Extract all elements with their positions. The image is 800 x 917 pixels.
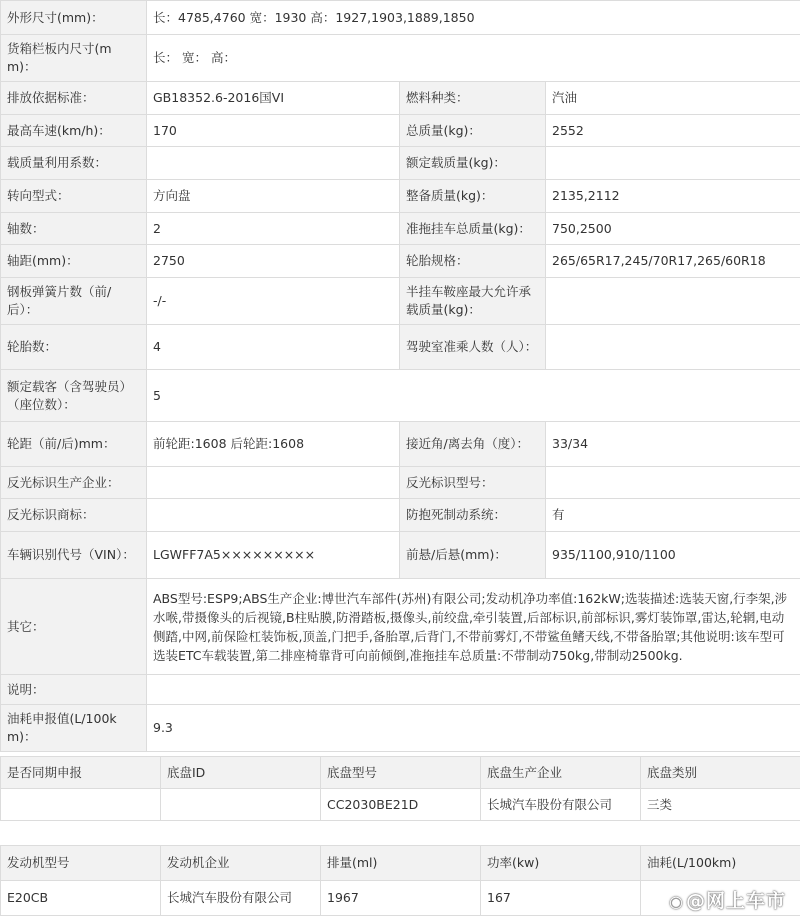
steering-label: 转向型式： [1, 180, 147, 213]
spec-row-axles [1, 213, 800, 245]
leaf-springs-label: 钢板弹簧片数（前/后）： [1, 278, 147, 325]
chassis-data-row [1, 789, 800, 821]
notes-label: 说明： [1, 675, 147, 705]
spec-row-vin [1, 532, 800, 579]
trailer-mass-label: 准拖挂车总质量(kg)： [400, 213, 546, 245]
vin-value: LGWFF7A5××××××××× [147, 532, 400, 579]
spec-row-steering [1, 180, 800, 213]
spec-row-passengers [1, 370, 800, 422]
reflector-brand-label: 反光标识商标： [1, 499, 147, 532]
fuel-type-label: 燃料种类： [400, 82, 546, 115]
passengers-label: 额定载客（含驾驶员）（座位数）： [1, 370, 147, 422]
leaf-springs-value: -/- [147, 278, 400, 325]
overhang-value: 935/1100,910/1100 [546, 532, 800, 579]
spec-row-dimensions [1, 1, 800, 35]
notes-value [147, 675, 800, 705]
chassis-header-cell: 底盘型号 [321, 757, 481, 789]
tire-count-value: 4 [147, 325, 400, 370]
track-label: 轮距（前/后)mm： [1, 422, 147, 467]
fuel-type-value: 汽油 [546, 82, 800, 115]
chassis-header-row [1, 757, 800, 789]
dimensions-label: 外形尺寸(mm)： [1, 1, 147, 35]
engine-cell: 1967 [321, 881, 481, 916]
engine-header-cell: 油耗(L/100km) [641, 846, 800, 881]
tires-value: 265/65R17,245/70R17,265/60R18 [546, 245, 800, 278]
chassis-table [0, 756, 800, 821]
reflector-brand-value [147, 499, 400, 532]
fuel-consumption-label: 油耗申报值(L/100km)： [1, 705, 147, 752]
curb-mass-label: 整备质量(kg)： [400, 180, 546, 213]
tire-count-label: 轮胎数： [1, 325, 147, 370]
spec-row-brand-abs [1, 499, 800, 532]
spec-row-track [1, 422, 800, 467]
spec-row-emission [1, 82, 800, 115]
spec-row-wheelbase [1, 245, 800, 278]
rated-load-label: 额定载质量(kg)： [400, 147, 546, 180]
emission-label: 排放依据标准： [1, 82, 147, 115]
axles-label: 轴数： [1, 213, 147, 245]
spec-row-reflector [1, 467, 800, 499]
load-util-label: 载质量利用系数： [1, 147, 147, 180]
spec-row-load [1, 147, 800, 180]
reflector-mfr-value [147, 467, 400, 499]
vin-label: 车辆识别代号（VIN）： [1, 532, 147, 579]
curb-mass-value: 2135,2112 [546, 180, 800, 213]
engine-header-cell: 发动机企业 [161, 846, 321, 881]
engine-header-row [1, 846, 800, 881]
spec-row-cargo-box [1, 35, 800, 82]
chassis-cell: 三类 [641, 789, 800, 821]
wheelbase-value: 2750 [147, 245, 400, 278]
rated-load-value [546, 147, 800, 180]
chassis-cell: 长城汽车股份有限公司 [481, 789, 641, 821]
reflector-model-value [546, 467, 800, 499]
spec-row-other [1, 579, 800, 675]
emission-value: GB18352.6-2016国VI [147, 82, 400, 115]
track-value: 前轮距:1608 后轮距:1608 [147, 422, 400, 467]
cargo-box-value: 长： 宽： 高： [147, 35, 800, 82]
chassis-header-cell: 底盘类别 [641, 757, 800, 789]
engine-cell: 长城汽车股份有限公司 [161, 881, 321, 916]
chassis-header-cell: 底盘ID [161, 757, 321, 789]
gross-mass-label: 总质量(kg)： [400, 115, 546, 147]
max-speed-label: 最高车速(km/h)： [1, 115, 147, 147]
reflector-model-label: 反光标识型号： [400, 467, 546, 499]
fuel-consumption-value: 9.3 [147, 705, 800, 752]
cargo-box-label: 货箱栏板内尺寸(mm)： [1, 35, 147, 82]
spec-row-springs [1, 278, 800, 325]
passengers-value: 5 [147, 370, 800, 422]
chassis-header-cell: 是否同期申报 [1, 757, 161, 789]
spec-row-notes [1, 675, 800, 705]
chassis-header-cell: 底盘生产企业 [481, 757, 641, 789]
trailer-mass-value: 750,2500 [546, 213, 800, 245]
engine-cell: E20CB [1, 881, 161, 916]
angles-label: 接近角/离去角（度）： [400, 422, 546, 467]
gross-mass-value: 2552 [546, 115, 800, 147]
engine-header-cell: 功率(kw) [481, 846, 641, 881]
wheelbase-label: 轴距(mm)： [1, 245, 147, 278]
weibo-icon: ◉ [669, 892, 684, 911]
other-value: ABS型号:ESP9;ABS生产企业:博世汽车部件(苏州)有限公司;发动机净功率值:162kW;选装描述:选装天窗,行李架,涉水喉,带摄像头的后视镜,B柱贴膜,防滑踏板,摄像头,前绞盘,牵引装置,后部标识,前部标识,雾灯装饰罩,雷达,轮辋,电动侧踏,中网,前保险杠装饰板,顶盖,门把手,备胎罩,后背门,不带前雾灯,不带鲨鱼鳍天线,不带备胎罩;其他说明:该车型可选装ETC车载装置,第二排座椅靠背可向前倾倒,准拖挂车总质量:不带制动750kg,带制动2500kg. [147, 579, 800, 675]
watermark-text: @网上车市 [685, 890, 786, 912]
other-label: 其它： [1, 579, 147, 675]
engine-header-cell: 发动机型号 [1, 846, 161, 881]
spec-row-fuel-consumption [1, 705, 800, 752]
angles-value: 33/34 [546, 422, 800, 467]
abs-value: 有 [546, 499, 800, 532]
reflector-mfr-label: 反光标识生产企业： [1, 467, 147, 499]
saddle-mass-value [546, 278, 800, 325]
spec-row-tire-count [1, 325, 800, 370]
chassis-cell [161, 789, 321, 821]
watermark [669, 886, 786, 913]
max-speed-value: 170 [147, 115, 400, 147]
abs-label: 防抱死制动系统： [400, 499, 546, 532]
cab-seats-value [546, 325, 800, 370]
saddle-mass-label: 半挂车鞍座最大允许承载质量(kg)： [400, 278, 546, 325]
axles-value: 2 [147, 213, 400, 245]
tires-label: 轮胎规格： [400, 245, 546, 278]
chassis-cell [1, 789, 161, 821]
engine-cell: 167 [481, 881, 641, 916]
steering-value: 方向盘 [147, 180, 400, 213]
overhang-label: 前悬/后悬(mm)： [400, 532, 546, 579]
cab-seats-label: 驾驶室准乘人数（人）： [400, 325, 546, 370]
dimensions-value: 长：4785,4760 宽：1930 高：1927,1903,1889,1850 [147, 1, 800, 35]
spec-row-speed [1, 115, 800, 147]
chassis-cell: CC2030BE21D [321, 789, 481, 821]
load-util-value [147, 147, 400, 180]
engine-header-cell: 排量(ml) [321, 846, 481, 881]
